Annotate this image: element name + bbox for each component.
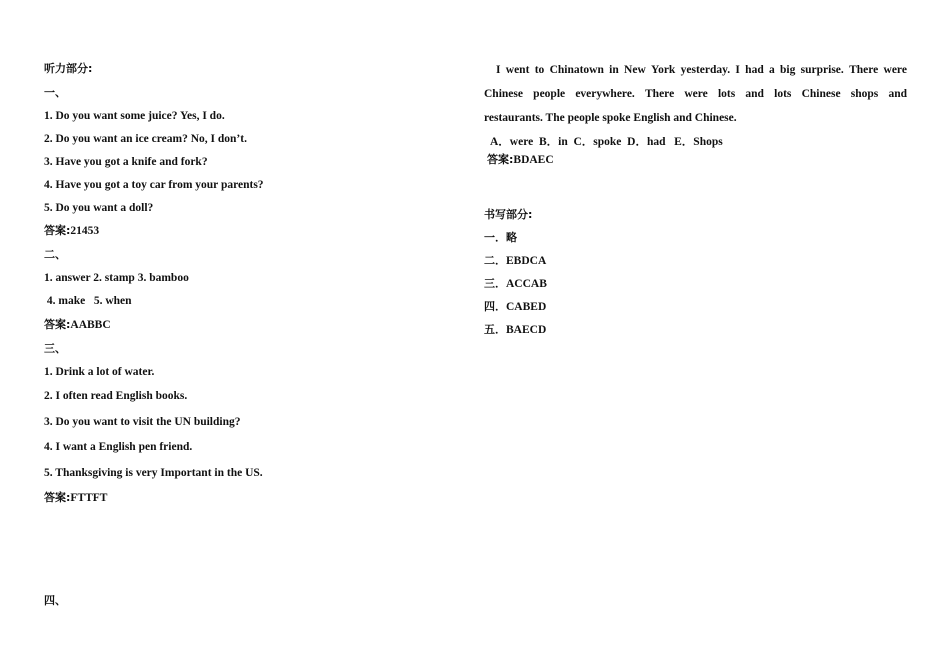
writing-row-4: 四．CABED bbox=[484, 300, 547, 313]
s1-item-2: 2. Do you want an ice cream? No, I don’t. bbox=[44, 133, 247, 145]
section-4-label: 四、 bbox=[44, 594, 66, 607]
answer-value: 21453 bbox=[70, 225, 100, 237]
section-1-label: 一、 bbox=[44, 86, 66, 99]
answer-value: AABBC bbox=[70, 319, 111, 331]
answer-label: 答案: bbox=[44, 224, 71, 237]
answer-label: 答案: bbox=[44, 491, 71, 504]
passage-line-1: I went to Chinatown in New York yesterday. I had a big surprise. There were bbox=[496, 64, 907, 76]
s1-item-4: 4. Have you got a toy car from your parents? bbox=[44, 179, 264, 191]
s1-item-5: 5. Do you want a doll? bbox=[44, 202, 154, 214]
s2-words-line-1: 1. answer 2. stamp 3. bamboo bbox=[44, 272, 189, 284]
s1-answer bbox=[44, 224, 99, 238]
writing-row-3: 三．ACCAB bbox=[484, 277, 547, 290]
s2-words-line-2: 4. make 5. when bbox=[44, 295, 132, 307]
s3-item-2: 2. I often read English books. bbox=[44, 390, 188, 402]
passage-line-3: restaurants. The people spoke English and Chinese. bbox=[484, 112, 737, 124]
s3-answer bbox=[44, 491, 107, 505]
listening-heading: 听力部分: bbox=[44, 62, 93, 75]
answer-options: A．were B．in C．spoke D．had E．Shops bbox=[490, 136, 723, 148]
s3-item-1: 1. Drink a lot of water. bbox=[44, 366, 155, 378]
answer-value: BDAEC bbox=[513, 154, 554, 166]
section-3-label: 三、 bbox=[44, 342, 66, 355]
s3-item-4: 4. I want a English pen friend. bbox=[44, 441, 193, 453]
answer-label: 答案: bbox=[487, 153, 514, 166]
writing-row-2: 二．EBDCA bbox=[484, 254, 547, 267]
s2-answer bbox=[44, 318, 111, 332]
passage-line-2: Chinese people everywhere. There were lots and lots Chinese shops and bbox=[484, 88, 907, 100]
answer-label: 答案: bbox=[44, 318, 71, 331]
writing-heading: 书写部分: bbox=[484, 208, 533, 221]
writing-row-1: 一．略 bbox=[484, 231, 517, 244]
answer-value: FTTFT bbox=[70, 492, 108, 504]
s1-item-3: 3. Have you got a knife and fork? bbox=[44, 156, 208, 168]
section-2-label: 二、 bbox=[44, 248, 66, 261]
s3-item-5: 5. Thanksgiving is very Important in the US. bbox=[44, 467, 263, 479]
s3-item-3: 3. Do you want to visit the UN building? bbox=[44, 416, 241, 428]
s1-item-1: 1. Do you want some juice? Yes, I do. bbox=[44, 110, 225, 122]
writing-row-5: 五．BAECD bbox=[484, 323, 547, 336]
passage-answer bbox=[487, 153, 554, 167]
